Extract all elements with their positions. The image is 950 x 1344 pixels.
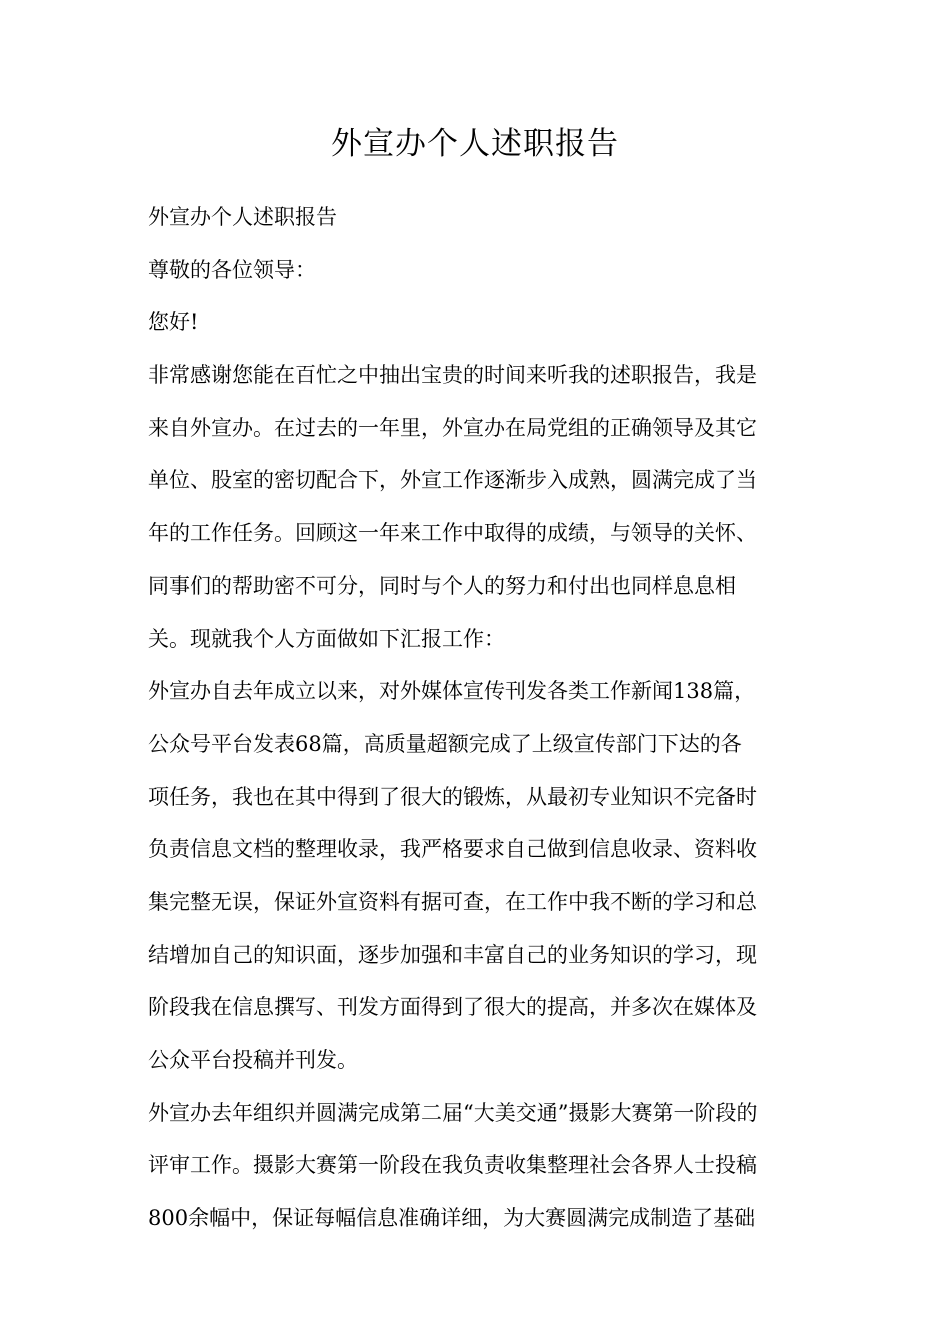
body-line: 年的工作任务。回顾这一年来工作中取得的成绩，与领导的关怀、 [148,521,757,546]
document-title: 外宣办个人述职报告 [331,126,619,162]
body-line: 单位、股室的密切配合下，外宣工作逐渐步入成熟，圆满完成了当 [148,468,757,493]
body-line: 阶段我在信息撰写、刊发方面得到了很大的提高，并多次在媒体及 [148,995,757,1020]
body-line: 同事们的帮助密不可分，同时与个人的努力和付出也同样息息相 [148,573,736,598]
body-line: 公众平台投稿并刊发。 [148,1048,358,1072]
body-line: 项任务，我也在其中得到了很大的锻炼，从最初专业知识不完备时 [148,784,757,809]
body-line: 负责信息文档的整理收录，我严格要求自己做到信息收录、资料收 [148,837,757,862]
body-line: 非常感谢您能在百忙之中抽出宝贵的时间来听我的述职报告，我是 [148,363,757,388]
body-line: 800余幅中，保证每幅信息准确详细，为大赛圆满完成制造了基础 [148,1206,756,1231]
body-line: 来自外宣办。在过去的一年里，外宣办在局党组的正确领导及其它 [148,415,757,440]
body-line: 评审工作。摄影大赛第一阶段在我负责收集整理社会各界人士投稿 [148,1153,757,1178]
body-line: 公众号平台发表68篇，高质量超额完成了上级宣传部门下达的各 [148,731,742,756]
document-body [148,191,808,1245]
body-line: 集完整无误，保证外宣资料有据可查，在工作中我不断的学习和总 [148,889,757,914]
body-line: 您好! [148,310,199,335]
body-line: 外宣办去年组织并圆满完成第二届“大美交通”摄影大赛第一阶段的 [148,1100,758,1125]
body-line: 外宣办自去年成立以来，对外媒体宣传刊发各类工作新闻138篇， [148,679,756,704]
body-line: 外宣办个人述职报告 [148,205,337,229]
body-line: 结增加自己的知识面，逐步加强和丰富自己的业务知识的学习，现 [148,942,757,967]
body-line: 关。现就我个人方面做如下汇报工作： [148,626,505,651]
body-line: 尊敬的各位领导： [148,257,316,282]
